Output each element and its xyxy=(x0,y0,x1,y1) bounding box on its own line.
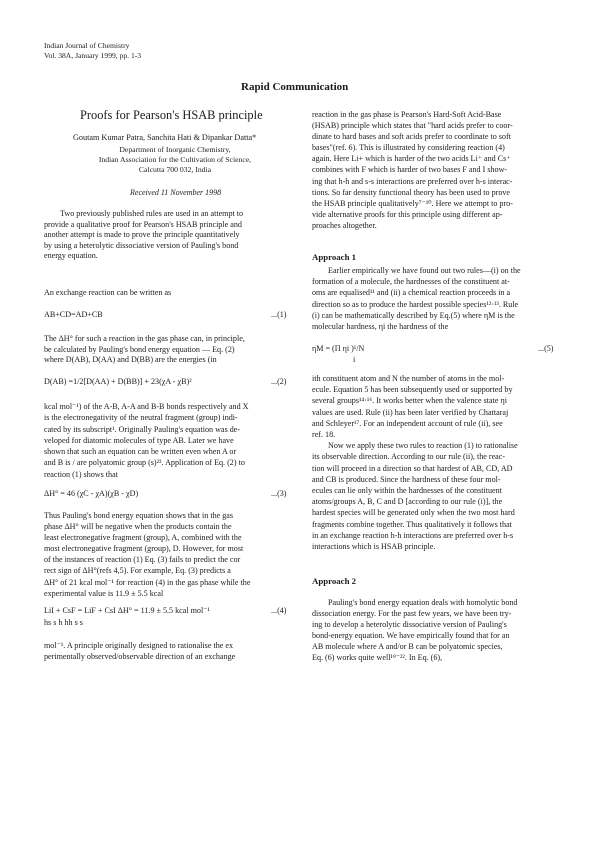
text-line: shown that such an equation can be written even when A or xyxy=(44,447,237,457)
text-line: cated by its subscript¹. Originally Pauling's equation was de- xyxy=(44,424,241,434)
text-line: fragments combine together. Thus qualitatively it follows that xyxy=(312,519,512,529)
text-line: Eq. (6) works quite well¹⁹⁻²². In Eq. (6), xyxy=(312,653,443,663)
text-line: (i) can be mathematically described by Eq.(5) where ηM is the xyxy=(312,310,515,320)
equation-5-index: i xyxy=(353,355,356,364)
text-line: bond-energy equation. We have empirically found that for an xyxy=(312,631,510,641)
paragraph-mol xyxy=(44,640,306,662)
affiliation-line: Department of Inorganic Chemistry, xyxy=(119,145,231,154)
text-line: hardest species will be generated only when the two most hard xyxy=(312,508,515,518)
paragraph-hsab xyxy=(312,109,574,231)
text-line: mol⁻¹. A principle originally designed to rationalise the ex xyxy=(44,641,233,650)
text-line: in an exchange reaction h-h interactions are preferred over h-s xyxy=(312,530,514,540)
approach-2-heading: Approach 2 xyxy=(312,576,357,586)
text-line: of the instances of reaction (1) Eq. (3) fails to predict the cor xyxy=(44,555,241,565)
text-line: is the electronegativity of the neutral fragment (group) indi- xyxy=(44,413,238,423)
text-line: values are used. Rule (ii) has been later verified by Chattaraj xyxy=(312,407,509,417)
text-line: dinate to hard bases and soft acids prefer to coordinate to soft xyxy=(312,132,511,142)
equation-4: LiI + CsF = LiF + CsI ΔH° = 11.9 ± 5.5 kcal mol⁻¹ xyxy=(44,606,210,615)
text-line: again. Here Li+ which is harder of the two acids Li⁺ and Cs⁺ xyxy=(312,154,511,164)
exchange-intro: An exchange reaction can be written as xyxy=(44,288,172,297)
text-line: reaction (1) shows that xyxy=(44,469,118,479)
equation-2-number: ...(2) xyxy=(271,377,287,386)
paragraph-approach-2 xyxy=(312,597,574,664)
text-line: the HSAB principle qualitatively⁷⁻¹⁰. Here we attempt to pro- xyxy=(312,198,513,208)
text-line: energy equation. xyxy=(44,251,98,260)
text-line: be calculated by Pauling's bond energy equation — Eq. (2) xyxy=(44,344,235,354)
text-line: Now we apply these two rules to reaction (1) to rationalise xyxy=(328,441,518,451)
text-line: and B is / are polyatomic group (s)²³. Application of Eq. (2) to xyxy=(44,458,245,468)
equation-3-number: ...(3) xyxy=(271,489,287,498)
text-line: formation of a molecule, the hardnesses of the constituent at- xyxy=(312,277,510,287)
affiliation xyxy=(55,145,295,175)
text-line: ing that h-h and s-s interactions are preferred over h-s interac- xyxy=(312,176,513,186)
text-line: tions. So far density functional theory has been used to prove xyxy=(312,187,511,197)
authors: Goutam Kumar Patra, Sanchita Hati & Dipankar Datta* xyxy=(73,133,257,142)
text-line: provide a qualitative proof for Pearson's HSAB principle and xyxy=(44,219,242,229)
text-line: ecules can lie only within the hardnesses of the constituent xyxy=(312,486,502,496)
text-line: Two previously published rules are used in an attempt to xyxy=(60,209,244,218)
abstract xyxy=(44,209,304,262)
text-line: its observable direction. According to our rule (ii), the reac- xyxy=(312,452,506,462)
text-line: by using a heterolytic dissociative version of Pauling's bond xyxy=(44,240,239,250)
text-line: most electronegative fragment (group), D. However, for most xyxy=(44,544,244,554)
equation-5: ηM = (Π ηi )¹/N xyxy=(312,344,365,353)
equation-4-number: ...(4) xyxy=(271,606,287,615)
section-label: Rapid Communication xyxy=(241,81,349,93)
text-line: reaction in the gas phase is Pearson's Hard-Soft Acid-Base xyxy=(312,110,502,119)
text-line: bases"(ref. 6). This is illustrated by considering reaction (4) xyxy=(312,143,505,153)
paragraph-approach-1-continued xyxy=(312,373,574,552)
text-line: proaches altogether. xyxy=(312,220,377,230)
text-line: perimentally observed/observable direction of an exchange xyxy=(44,652,236,661)
approach-1-heading: Approach 1 xyxy=(312,252,357,262)
text-line: dissociation energy. For the past few years, we have been try- xyxy=(312,609,512,619)
text-line: phase ΔH° will be negative when the products contain the xyxy=(44,522,232,532)
equation-5-number: ...(5) xyxy=(538,344,554,353)
paragraph-thus xyxy=(44,510,306,599)
equation-4-labels: hs s h hh s s xyxy=(44,618,83,627)
text-line: another attempt is made to prove the principle quantitatively xyxy=(44,230,240,239)
text-line: tion will proceed in a direction so that hardest of AB, CD, AD xyxy=(312,463,513,473)
text-line: several groups¹⁴·¹⁶. It works better when the valence state ηi xyxy=(312,396,507,406)
text-line: AB molecule where A and/or B can be polyatomic species, xyxy=(312,642,503,652)
affiliation-line: Indian Association for the Cultivation of Science, xyxy=(98,155,252,164)
text-line: (HSAB) principle which states that "hard acids prefer to coor- xyxy=(312,121,513,131)
text-line: and CB is produced. Since the hardness of these four mol- xyxy=(312,474,501,484)
text-line: least electronegative fragment (group), A, combined with the xyxy=(44,533,242,543)
text-line: direction so as to produce the hardest possible species¹²·¹³. Rule xyxy=(312,299,519,309)
text-line: where D(AB), D(AA) and D(BB) are the energies (in xyxy=(44,355,217,364)
text-line: interactions which is HSAB principle. xyxy=(312,542,436,552)
equation-1: AB+CD=AD+CB xyxy=(44,310,103,319)
equation-1-number: ...(1) xyxy=(271,310,287,319)
text-line: Thus Pauling's bond energy equation shows that in the gas xyxy=(44,511,234,520)
journal-issue: Vol. 38A, January 1999, pp. 1-3 xyxy=(44,51,142,60)
text-line: oms are equalised¹¹ and (ii) a chemical reaction proceeds in a xyxy=(312,288,511,298)
paragraph-approach-1 xyxy=(312,265,574,332)
affiliation-line: Calcutta 700 032, India xyxy=(138,165,212,174)
text-line: ith constituent atom and N the number of atoms in the mol- xyxy=(312,374,505,383)
paragraph-delta-h xyxy=(44,334,304,366)
text-line: atoms/groups A, B, C and D [according to our rule (i)], the xyxy=(312,497,503,507)
text-line: ref. 18. xyxy=(312,430,336,440)
equation-2: D(AB) =1/2[D(AA) + D(BB)] + 23(χA - χB)² xyxy=(44,377,192,386)
text-line: ing to develop a heterolytic dissociative version of Pauling's xyxy=(312,620,507,630)
text-line: Pauling's bond energy equation deals with homolytic bond xyxy=(328,598,518,607)
text-line: rect sign of ΔH°(refs 4,5). For example, Eq. (3) predicts a xyxy=(44,566,231,576)
text-line: ΔH° of 21 kcal mol⁻¹ for reaction (4) in the gas phase while the xyxy=(44,577,251,587)
article-title: Proofs for Pearson's HSAB principle xyxy=(80,108,263,122)
paragraph-kcal xyxy=(44,401,306,480)
text-line: Earlier empirically we have found out two rules—(i) on the xyxy=(328,266,521,275)
text-line: kcal mol⁻¹) of the A-B, A-A and B-B bonds respectively and X xyxy=(44,402,249,411)
received-date: Received 11 November 1998 xyxy=(130,188,222,197)
journal-name: Indian Journal of Chemistry xyxy=(44,41,130,50)
equation-3: ΔH° = 46 (χC - χA)(χB - χD) xyxy=(44,489,139,498)
text-line: combines with F which is harder of two bases F and I show- xyxy=(312,165,508,175)
text-line: ecule. Equation 5 has been subsequently used or supported by xyxy=(312,385,513,395)
text-line: vide alternative proofs for this principle using different ap- xyxy=(312,209,503,219)
text-line: veloped for diatomic molecules of type AB. Later we have xyxy=(44,435,234,445)
text-line: molecular hardness, ηi the hardness of the xyxy=(312,322,449,332)
text-line: The ΔH° for such a reaction in the gas phase can, in principle, xyxy=(44,334,245,343)
text-line: and Schleyer¹⁷. For an independent account of rule (ii), see xyxy=(312,418,503,428)
text-line: experimental value is 11.9 ± 5.5 kcal xyxy=(44,588,164,598)
